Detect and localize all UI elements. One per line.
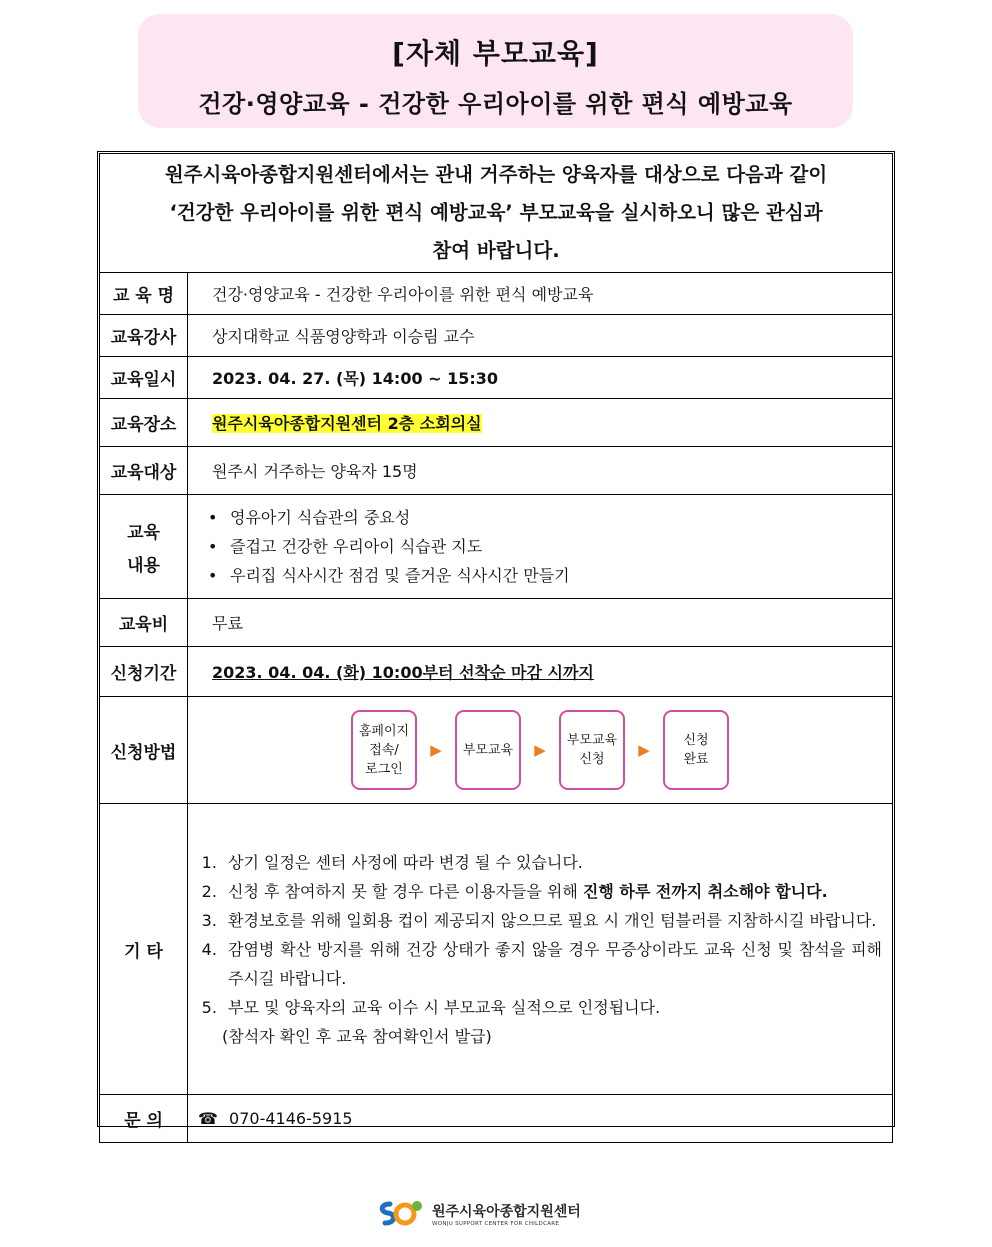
org-logo bbox=[376, 1196, 581, 1232]
row-label: 신청기간 bbox=[100, 647, 188, 697]
title-banner bbox=[138, 14, 853, 128]
education-name bbox=[188, 273, 893, 315]
org-logo-icon bbox=[376, 1196, 426, 1232]
application-flow bbox=[198, 710, 882, 790]
intro-line: 참여 바랍니다. bbox=[432, 239, 560, 262]
list-item: • 즐겁고 건강한 우리아이 식습관 지도 bbox=[230, 532, 882, 561]
flow-step-complete bbox=[663, 710, 729, 790]
row-label: 교육비 bbox=[100, 599, 188, 647]
intro-line: ‘건강한 우리아이를 위한 편식 예방교육’ 부모교육을 실시하오니 많은 관심과 bbox=[169, 201, 823, 224]
intro-row bbox=[100, 154, 893, 273]
org-name-en: WONJU SUPPORT CENTER FOR CHILDCARE bbox=[432, 1221, 560, 1227]
notice-text: 상기 일정은 센터 사정에 따라 변경 될 수 있습니다. bbox=[228, 852, 583, 872]
page-subtitle: 건강·영양교육 - 건강한 우리아이를 위한 편식 예방교육 bbox=[198, 90, 793, 118]
flow-step-login bbox=[351, 710, 417, 790]
step-text: 접속/ bbox=[369, 742, 399, 758]
notice-text: 환경보호를 위해 일회용 컵이 제공되지 않으므로 필요 시 개인 텀블러를 지참하시길 바랍니다. bbox=[228, 910, 877, 930]
row-label: 교육일시 bbox=[100, 357, 188, 399]
phone-icon: ☎ bbox=[198, 1109, 218, 1128]
page-title: [자체 부모교육] bbox=[392, 37, 599, 70]
row-label: 신청방법 bbox=[100, 697, 188, 804]
step-text: 부모교육 bbox=[462, 742, 514, 758]
step-text: 완료 bbox=[683, 752, 709, 767]
datetime-value: 2023. 04. 27. (목) 14:00 ~ 15:30 bbox=[212, 369, 499, 388]
info-table-frame bbox=[97, 151, 895, 1131]
table-row bbox=[100, 804, 893, 1095]
flow-step-parent-edu bbox=[455, 710, 521, 790]
step-text: 신청 bbox=[683, 733, 709, 748]
content-list bbox=[198, 503, 882, 590]
intro-text bbox=[100, 154, 893, 273]
org-name-ko: 원주시육아종합지원센터 bbox=[432, 1204, 581, 1220]
method-flow-cell bbox=[188, 697, 893, 804]
list-item: • 우리집 식사시간 점검 및 즐거운 식사시간 만들기 bbox=[230, 561, 882, 590]
lecturer bbox=[188, 315, 893, 357]
notice-list bbox=[198, 848, 882, 1022]
table-row bbox=[100, 315, 893, 357]
table-row bbox=[100, 357, 893, 399]
phone-number: 070-4146-5915 bbox=[229, 1109, 353, 1128]
list-item bbox=[222, 877, 882, 906]
fee bbox=[188, 599, 893, 647]
row-label: 교육장소 bbox=[100, 399, 188, 447]
list-item: • 영유아기 식습관의 중요성 bbox=[230, 503, 882, 532]
list-item bbox=[222, 935, 882, 993]
row-label: 기 타 bbox=[100, 804, 188, 1095]
flow-step-apply bbox=[559, 710, 625, 790]
table-row bbox=[100, 697, 893, 804]
notice-text: 신청 후 참여하지 못 할 경우 다른 이용자들을 위해 bbox=[228, 881, 583, 901]
notice-emphasis: 진행 하루 전까지 취소해야 합니다. bbox=[582, 881, 828, 901]
info-table bbox=[99, 153, 893, 1143]
step-text: 부모교육 bbox=[566, 733, 618, 748]
lecturer-value: 상지대학교 식품영양학과 이승림 교수 bbox=[212, 327, 475, 346]
period bbox=[188, 647, 893, 697]
list-item bbox=[222, 906, 882, 935]
target bbox=[188, 447, 893, 495]
etc-cell bbox=[188, 804, 893, 1095]
place bbox=[188, 399, 893, 447]
row-label: 문 의 bbox=[100, 1095, 188, 1143]
notice-text: 감염병 확산 방지를 위해 건강 상태가 좋지 않을 경우 무증상이라도 교육 신청 및 참석을 피해주시길 바랍니다. bbox=[228, 939, 882, 988]
table-row bbox=[100, 273, 893, 315]
step-text: 홈페이지 bbox=[358, 723, 410, 739]
arrow-right-icon: ▶ bbox=[638, 741, 650, 759]
table-row bbox=[100, 399, 893, 447]
period-value: 2023. 04. 04. (화) 10:00부터 선착순 마감 시까지 bbox=[212, 663, 594, 682]
arrow-right-icon: ▶ bbox=[534, 741, 546, 759]
target-value: 원주시 거주하는 양육자 15명 bbox=[212, 462, 418, 481]
fee-value: 무료 bbox=[212, 614, 243, 633]
content-label-line: 교육 bbox=[127, 522, 160, 543]
table-row bbox=[100, 495, 893, 599]
table-row bbox=[100, 447, 893, 495]
table-row bbox=[100, 647, 893, 697]
contact bbox=[188, 1095, 893, 1143]
step-text: 신청 bbox=[579, 752, 605, 767]
datetime bbox=[188, 357, 893, 399]
row-label: 교육강사 bbox=[100, 315, 188, 357]
notice-text: 부모 및 양육자의 교육 이수 시 부모교육 실적으로 인정됩니다. bbox=[228, 997, 661, 1017]
arrow-right-icon: ▶ bbox=[430, 741, 442, 759]
place-value-highlighted: 원주시육아종합지원센터 2층 소회의실 bbox=[212, 414, 482, 433]
content-list-cell bbox=[188, 495, 893, 599]
intro-line: 원주시육아종합지원센터에서는 관내 거주하는 양육자를 대상으로 다음과 같이 bbox=[164, 163, 828, 186]
list-item bbox=[222, 848, 882, 877]
content-label-line: 내용 bbox=[127, 555, 160, 576]
table-row bbox=[100, 1095, 893, 1143]
row-label: 교 육 명 bbox=[100, 273, 188, 315]
step-text: 로그인 bbox=[365, 761, 403, 777]
list-item bbox=[222, 993, 882, 1022]
table-row bbox=[100, 599, 893, 647]
notice-note: (참석자 확인 후 교육 참여확인서 발급) bbox=[222, 1026, 492, 1046]
education-name-value: 건강·영양교육 - 건강한 우리아이를 위한 편식 예방교육 bbox=[212, 285, 594, 304]
row-label bbox=[100, 495, 188, 599]
row-label: 교육대상 bbox=[100, 447, 188, 495]
